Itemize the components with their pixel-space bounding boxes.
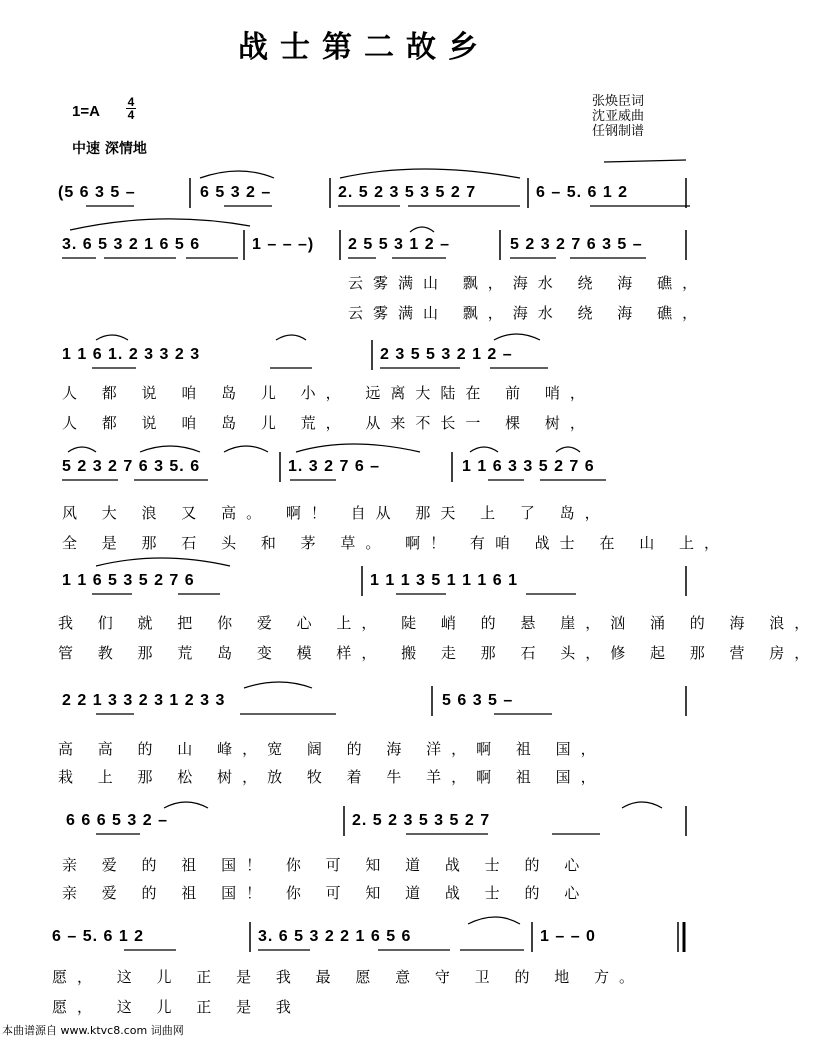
notes-s4-m3: 1 1 6 3 3 5 2 7 6 <box>462 458 595 475</box>
notes-s8-m3: 1 – – 0 <box>540 928 596 945</box>
lyrics-s3-v1: 人 都 说 咱 岛 儿 小， 远离大陆在 前 哨， <box>62 384 595 402</box>
lyricist-credit: 张焕臣词 <box>592 94 645 109</box>
notes-s1-m3: 2. 5 2 3 5 3 5 2 7 <box>338 184 477 201</box>
notes-s7-m1: 6 6 6 5 3 2 – <box>66 812 168 829</box>
lyrics-s5-v2: 管 教 那 荒 岛 变 模 样， 搬 走 那 石 头，修 起 那 营 房， <box>58 644 819 662</box>
song-title: 战士第二故乡 <box>238 30 490 65</box>
time-sig-numerator: 4 <box>127 95 135 109</box>
composer-credit: 沈亚威曲 <box>592 109 645 124</box>
beams <box>62 206 690 950</box>
notes-s3-m1: 1 1 6 1. 2 3 3 2 3 <box>62 346 201 363</box>
lyrics-s2-v1: 云雾满山 飘，海水 绕 海 礁， <box>348 274 708 292</box>
notes-s5-m1: 1 1 6 5 3 5 2 7 6 <box>62 572 195 589</box>
notes-s8-m1: 6 – 5. 6 1 2 <box>52 928 145 945</box>
notes-s1-m2: 6 5 3 2 – <box>200 184 272 201</box>
time-sig-denominator: 4 <box>127 108 135 122</box>
notes-s4-m1: 5 2 3 2 7 6 3 5. 6 <box>62 458 201 475</box>
notes-s7-m2: 2. 5 2 3 5 3 5 2 7 <box>352 812 491 829</box>
lyrics-s6-v1: 高 高 的 山 峰，宽 阔 的 海 洋，啊 祖 国， <box>58 740 606 758</box>
notes-s2-m1: 3. 6 5 3 2 1 6 5 6 <box>62 236 201 253</box>
notes-s1-m4: 6 – 5. 6 1 2 <box>536 184 629 201</box>
tempo-marking: 中速 深情地 <box>72 141 147 157</box>
notes-s2-m2: 1 – – –) <box>252 236 315 253</box>
lyrics-s2-v2: 云雾满山 飘，海水 绕 海 礁， <box>348 304 708 322</box>
notes-s6-m2: 5 6 3 5 – <box>442 692 514 709</box>
lyrics-s4-v1: 风 大 浪 又 高。 啊！ 自从 那天 上 了 岛， <box>62 504 610 522</box>
lyrics-s7-v2: 亲 爱 的 祖 国！ 你 可 知 道 战 士 的 心 <box>62 884 590 902</box>
bar-lines <box>190 178 686 952</box>
lyrics-s4-v2: 全 是 那 石 头 和 茅 草。 啊！ 有咱 战士 在 山 上， <box>62 534 729 552</box>
notes-s1-m1: (5 6 3 5 – <box>58 184 136 201</box>
lyrics-s8-v1: 愿， 这 儿 正 是 我 最 愿 意 守 卫 的 地 方。 <box>52 968 644 986</box>
lyrics-s5-v1: 我 们 就 把 你 爱 心 上， 陡 峭 的 悬 崖，汹 涌 的 海 浪， <box>58 614 819 632</box>
lyrics-s7-v1: 亲 爱 的 祖 国！ 你 可 知 道 战 士 的 心 <box>62 856 590 874</box>
lyrics-s6-v2: 栽 上 那 松 树，放 牧 着 牛 羊，啊 祖 国， <box>58 768 606 786</box>
slurs <box>68 160 686 924</box>
notes-s6-m1: 2 2 1 3 3 2 3 1 2 3 3 <box>62 692 226 709</box>
source-footer: 本曲谱源自 www.ktvc8.com 词曲网 <box>2 1024 184 1037</box>
notes-s8-m2: 3. 6 5 3 2 2 1 6 5 6 <box>258 928 412 945</box>
notes-s2-m3: 2 5 5 3 1 2 – <box>348 236 450 253</box>
lyrics-s8-v2: 愿， 这 儿 正 是 我 <box>52 998 301 1016</box>
transcriber-credit: 任钢制谱 <box>592 124 645 139</box>
notes-s2-m4: 5 2 3 2 7 6 3 5 – <box>510 236 643 253</box>
key-signature: 1=A <box>72 103 100 120</box>
notes-s3-m2: 2 3 5 5 3 2 1 2 – <box>380 346 513 363</box>
notes-s5-m2: 1 1 1 3 5 1 1 1 6 1 <box>370 572 518 589</box>
lyrics-s3-v2: 人 都 说 咱 岛 儿 荒， 从来不长一 棵 树， <box>62 414 595 432</box>
notes-s4-m2: 1. 3 2 7 6 – <box>288 458 381 475</box>
